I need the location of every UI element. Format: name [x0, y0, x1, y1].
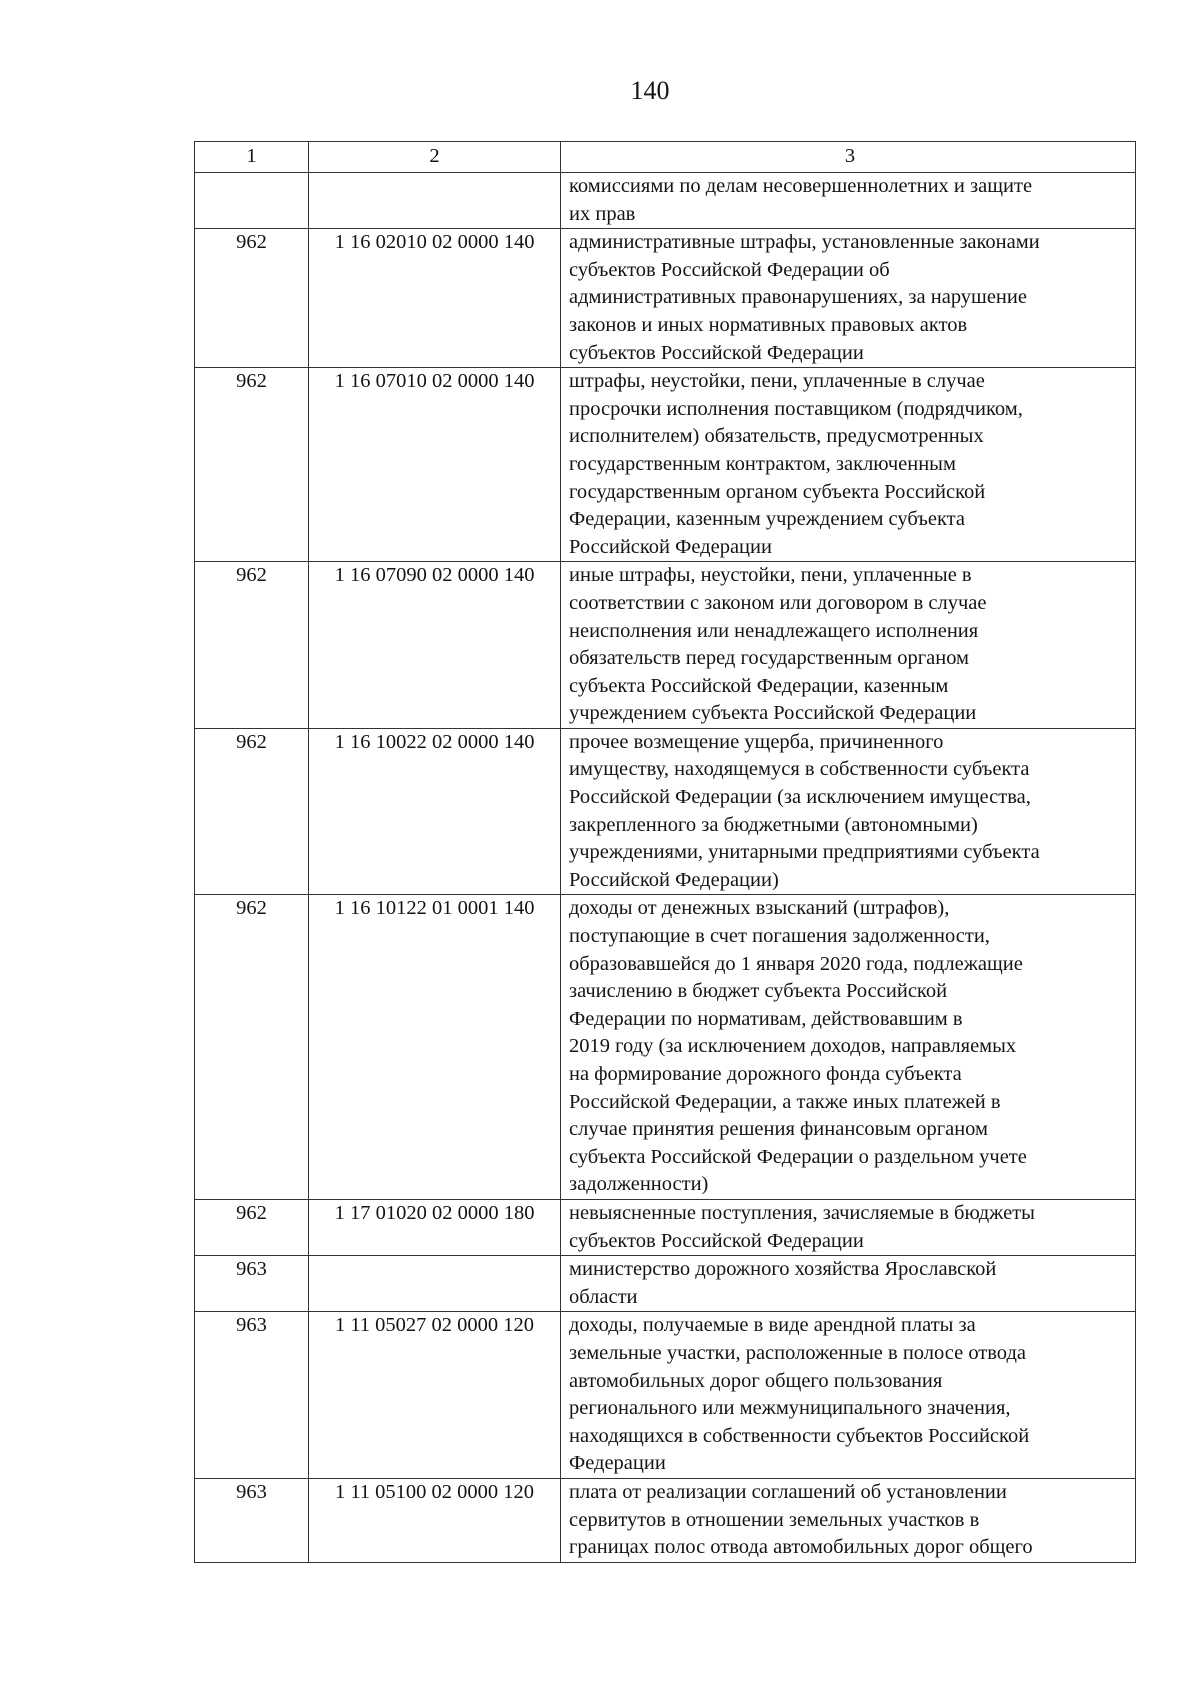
description-line: на формирование дорожного фонда субъекта	[569, 1063, 962, 1085]
description-line: доходы, получаемые в виде арендной платы за	[569, 1314, 976, 1337]
description-line: иные штрафы, неустойки, пени, уплаченные в	[569, 564, 972, 587]
income-codes-table	[194, 141, 1136, 1563]
description-line: субъекта Российской Федерации, казенным	[569, 674, 949, 697]
description-line: области	[569, 1285, 638, 1308]
column-header-3: 3	[561, 142, 1136, 173]
budget-code-cell: 1 17 01020 02 0000 180	[309, 1199, 561, 1255]
description-line: Российской Федерации)	[569, 868, 779, 891]
table-header-row	[195, 142, 1136, 173]
table-row	[195, 562, 1136, 729]
description-line: плата от реализации соглашений об установлении	[569, 1480, 1007, 1503]
description-line: Российской Федерации (за исключением имущества,	[569, 786, 1031, 809]
budget-code-cell: 1 16 10022 02 0000 140	[309, 728, 561, 895]
table-row	[195, 1256, 1136, 1312]
description-cell	[561, 562, 1136, 729]
description-line: доходы от денежных взысканий (штрафов),	[569, 897, 950, 920]
description-line: случае принятия решения финансовым органом	[569, 1118, 989, 1141]
description-cell	[561, 1256, 1136, 1312]
description-cell	[561, 1478, 1136, 1562]
description-line: исполнителем) обязательств, предусмотренных	[569, 425, 984, 448]
description-line: их прав	[569, 202, 636, 225]
admin-code-cell: 962	[195, 562, 309, 729]
description-line: Федерации	[569, 1452, 666, 1475]
description-cell	[561, 1312, 1136, 1479]
description-line: просрочки исполнения поставщиком (подрядчиком,	[569, 397, 1023, 420]
table-row	[195, 1199, 1136, 1255]
description-line: штрафы, неустойки, пени, уплаченные в случае	[569, 370, 985, 393]
description-line: субъекта Российской Федерации о раздельном учете	[569, 1145, 1027, 1168]
description-line: учреждениями, унитарными предприятиями субъекта	[569, 841, 1040, 864]
admin-code-cell: 962	[195, 895, 309, 1200]
description-line: поступающие в счет погашения задолженности,	[569, 925, 990, 948]
description-line: Федерации, казенным учреждением субъекта	[569, 508, 965, 531]
column-header-1: 1	[195, 142, 309, 173]
admin-code-cell: 963	[195, 1312, 309, 1479]
budget-code-cell	[309, 173, 561, 229]
description-line: субъектов Российской Федерации об	[569, 258, 890, 281]
description-line: субъектов Российской Федерации	[569, 1229, 864, 1252]
description-line: Федерации по нормативам, действовавшим в	[569, 1007, 963, 1030]
description-cell	[561, 728, 1136, 895]
description-line: неисполнения или ненадлежащего исполнения	[569, 619, 979, 642]
table-row	[195, 368, 1136, 562]
description-line: административные штрафы, установленные законами	[569, 231, 1040, 254]
budget-code-cell	[309, 1256, 561, 1312]
page-number: 140	[630, 76, 670, 105]
description-cell	[561, 368, 1136, 562]
description-line: невыясненные поступления, зачисляемые в бюджеты	[569, 1201, 1035, 1224]
table-row	[195, 173, 1136, 229]
description-line: соответствии с законом или договором в случае	[569, 591, 987, 614]
description-line: субъектов Российской Федерации	[569, 341, 864, 364]
table-row	[195, 229, 1136, 368]
admin-code-cell: 963	[195, 1256, 309, 1312]
budget-code-cell: 1 16 07090 02 0000 140	[309, 562, 561, 729]
budget-code-cell: 1 16 02010 02 0000 140	[309, 229, 561, 368]
admin-code-cell: 963	[195, 1478, 309, 1562]
admin-code-cell: 962	[195, 368, 309, 562]
budget-code-cell: 1 11 05100 02 0000 120	[309, 1478, 561, 1562]
description-line: границах полос отвода автомобильных дорог общего	[569, 1536, 1033, 1559]
budget-code-cell: 1 16 07010 02 0000 140	[309, 368, 561, 562]
description-cell	[561, 173, 1136, 229]
table-row	[195, 1312, 1136, 1479]
description-line: Российской Федерации	[569, 535, 772, 558]
description-cell	[561, 895, 1136, 1200]
description-line: министерство дорожного хозяйства Ярославской	[569, 1258, 997, 1281]
budget-code-cell: 1 16 10122 01 0001 140	[309, 895, 561, 1200]
description-line: сервитутов в отношении земельных участков в	[569, 1508, 980, 1531]
description-line: земельные участки, расположенные в полосе отвода	[569, 1341, 1026, 1364]
description-line: обязательств перед государственным органом	[569, 647, 970, 670]
description-line: Российской Федерации, а также иных платежей в	[569, 1090, 1001, 1113]
description-line: имуществу, находящемуся в собственности субъекта	[569, 758, 1030, 781]
description-line: находящихся в собственности субъектов Российской	[569, 1424, 1030, 1447]
budget-code-cell: 1 11 05027 02 0000 120	[309, 1312, 561, 1479]
description-line: прочее возмещение ущерба, причиненного	[569, 730, 944, 753]
description-line: государственным органом субъекта Российской	[569, 480, 986, 503]
table-row	[195, 728, 1136, 895]
description-line: регионального или межмуниципального значения,	[569, 1397, 1011, 1420]
description-line: законов и иных нормативных правовых актов	[569, 313, 968, 336]
admin-code-cell: 962	[195, 1199, 309, 1255]
column-header-2: 2	[309, 142, 561, 173]
table-row	[195, 1478, 1136, 1562]
description-line: государственным контрактом, заключенным	[569, 452, 956, 475]
admin-code-cell: 962	[195, 728, 309, 895]
description-cell	[561, 229, 1136, 368]
description-line: автомобильных дорог общего пользования	[569, 1369, 943, 1392]
description-line: образовавшейся до 1 января 2020 года, подлежащие	[569, 952, 1023, 975]
admin-code-cell	[195, 173, 309, 229]
description-line: комиссиями по делам несовершеннолетних и защите	[569, 175, 1033, 197]
description-cell	[561, 1199, 1136, 1255]
description-line: 2019 году (за исключением доходов, направляемых	[569, 1035, 1017, 1058]
table-row	[195, 895, 1136, 1200]
admin-code-cell: 962	[195, 229, 309, 368]
description-line: учреждением субъекта Российской Федерации	[569, 702, 977, 725]
description-line: административных правонарушениях, за нарушение	[569, 286, 1027, 309]
description-line: зачислению в бюджет субъекта Российской	[569, 980, 948, 1003]
description-line: закрепленного за бюджетными (автономными)	[569, 813, 978, 836]
description-line: задолженности)	[569, 1173, 709, 1196]
